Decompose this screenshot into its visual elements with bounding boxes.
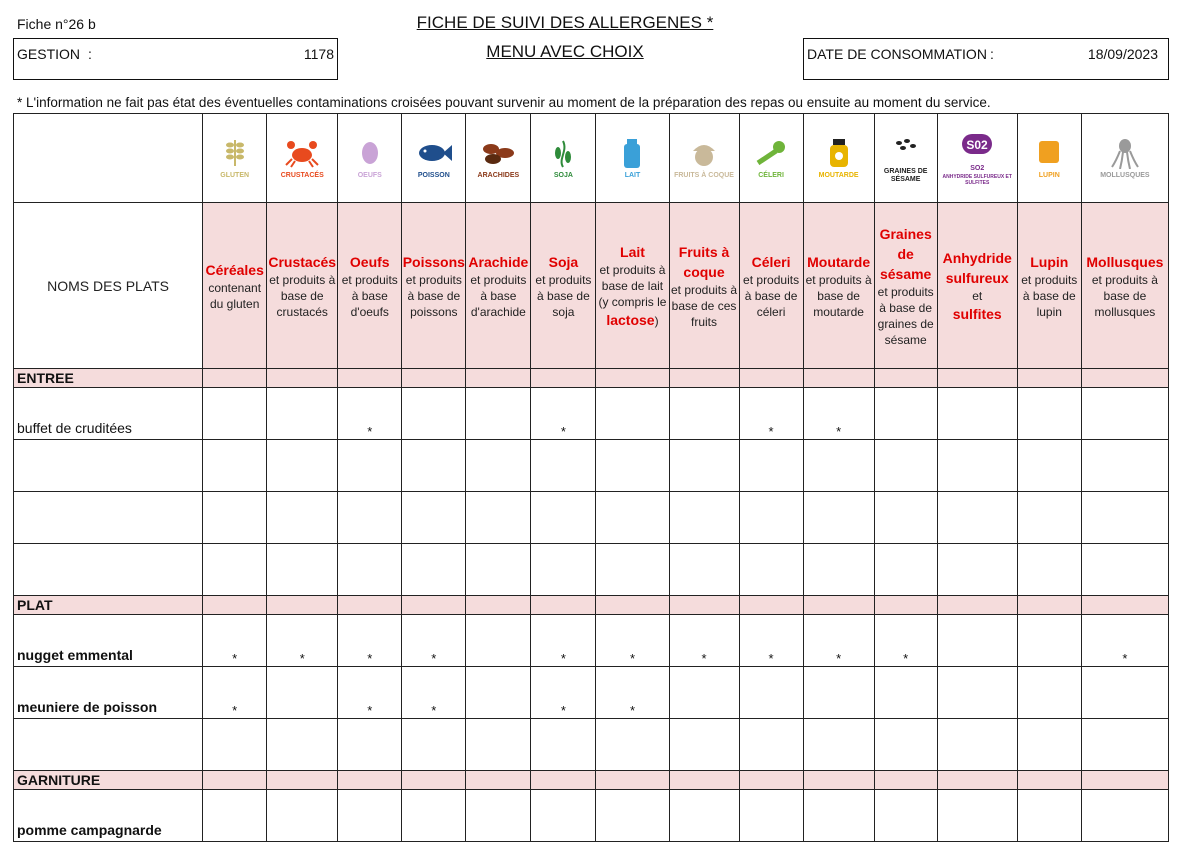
allergen-description: et produits à base de lait (y compris le	[598, 262, 667, 309]
section-cell	[1081, 369, 1168, 388]
allergen-header	[739, 203, 803, 369]
dish-name	[14, 719, 203, 771]
allergen-mark	[803, 544, 874, 596]
allergen-mark	[937, 440, 1017, 492]
allergen-description: et produits à base de poissons	[405, 272, 462, 319]
allergen-mark	[267, 719, 338, 771]
allergen-mark	[739, 790, 803, 842]
allergen-mark	[402, 440, 466, 492]
date-label: DATE DE CONSOMMATION	[807, 46, 987, 62]
allergen-name: Fruits à coque	[678, 243, 730, 280]
nut-icon	[670, 137, 739, 169]
allergen-mark: *	[338, 667, 402, 719]
allergen-name: Céleri	[751, 253, 791, 270]
allergen-icon-label: ARACHIDES	[477, 171, 520, 179]
allergen-mark: *	[402, 667, 466, 719]
allergen-mark	[531, 492, 596, 544]
allergen-mark	[402, 719, 466, 771]
allergen-header-row	[14, 203, 1169, 369]
allergen-mark	[596, 440, 669, 492]
allergen-mark	[402, 388, 466, 440]
sulphite-icon	[938, 130, 1017, 162]
allergen-mark	[1081, 492, 1168, 544]
allergen-header	[874, 203, 937, 369]
allergen-header	[338, 203, 402, 369]
allergen-description: et produits à base de soja	[535, 272, 592, 319]
allergen-mark	[203, 440, 267, 492]
allergen-mark	[267, 440, 338, 492]
allergen-mark	[1081, 388, 1168, 440]
allergen-icon-label: CRUSTACÉS	[280, 171, 324, 179]
section-cell	[402, 369, 466, 388]
document-title: FICHE DE SUIVI DES ALLERGENES *	[416, 13, 714, 32]
allergen-table	[13, 113, 1169, 842]
allergen-mark: *	[338, 388, 402, 440]
dish-row	[14, 790, 1169, 842]
allergen-mark	[466, 719, 531, 771]
allergen-mark	[596, 492, 669, 544]
section-cell	[937, 771, 1017, 790]
allergen-mark: *	[596, 667, 669, 719]
section-cell	[739, 369, 803, 388]
allergen-mark	[739, 719, 803, 771]
allergen-description: contenant du gluten	[208, 280, 262, 311]
allergen-mark	[874, 492, 937, 544]
allergen-icon-cell	[1017, 114, 1081, 203]
section-cell	[338, 596, 402, 615]
allergen-icon-cell	[874, 114, 937, 203]
allergen-icon-cell	[739, 114, 803, 203]
allergen-header	[203, 203, 267, 369]
allergen-extra: sulfites	[952, 305, 1002, 322]
allergen-mark	[874, 790, 937, 842]
section-cell	[531, 771, 596, 790]
allergen-mark	[739, 440, 803, 492]
allergen-description: et	[972, 288, 983, 303]
allergen-mark	[203, 790, 267, 842]
allergen-mark: *	[874, 615, 937, 667]
allergen-header	[596, 203, 669, 369]
dish-row	[14, 492, 1169, 544]
allergen-mark	[338, 440, 402, 492]
celery-icon	[740, 137, 803, 169]
allergen-mark	[1017, 544, 1081, 596]
allergen-mark: *	[531, 388, 596, 440]
allergen-icon-cell	[937, 114, 1017, 203]
allergen-name: Moutarde	[807, 253, 871, 270]
section-cell	[402, 771, 466, 790]
section-cell	[874, 596, 937, 615]
section-cell	[596, 596, 669, 615]
dish-row	[14, 388, 1169, 440]
allergen-name: Poissons	[402, 253, 465, 270]
gestion-box	[13, 38, 338, 80]
allergen-mark: *	[203, 667, 267, 719]
allergen-mark: *	[739, 615, 803, 667]
allergen-description: et produits à base de mollusques	[1091, 272, 1158, 319]
dish-name	[14, 544, 203, 596]
dish-row	[14, 615, 1169, 667]
allergen-mark	[1017, 719, 1081, 771]
document-subtitle: MENU AVEC CHOIX	[486, 42, 644, 61]
lupin-icon	[1018, 137, 1081, 169]
dish-name	[14, 440, 203, 492]
allergen-mark: *	[531, 667, 596, 719]
squid-icon	[1082, 137, 1168, 169]
allergen-mark	[874, 388, 937, 440]
allergen-mark	[874, 667, 937, 719]
dish-name: pomme campagnarde	[14, 790, 203, 842]
allergen-description: et produits à base de moutarde	[805, 272, 872, 319]
dish-row	[14, 719, 1169, 771]
allergen-icon-cell	[466, 114, 531, 203]
allergen-mark: *	[531, 615, 596, 667]
icon-row-blank	[14, 114, 203, 203]
allergen-header	[937, 203, 1017, 369]
allergen-icon-cell	[596, 114, 669, 203]
allergen-mark	[937, 544, 1017, 596]
allergen-header	[669, 203, 739, 369]
allergen-name: Soja	[548, 253, 579, 270]
allergen-mark	[1081, 667, 1168, 719]
section-cell	[669, 369, 739, 388]
section-cell	[596, 369, 669, 388]
allergen-icon-cell	[803, 114, 874, 203]
mustard-jar-icon	[804, 137, 874, 169]
allergen-name: Lait	[620, 243, 645, 260]
allergen-mark	[466, 615, 531, 667]
allergen-icon-label: OEUFS	[357, 171, 382, 179]
section-cell	[669, 771, 739, 790]
allergen-mark	[267, 790, 338, 842]
allergen-name: Crustacés	[268, 253, 337, 270]
fish-icon	[402, 137, 465, 169]
allergen-mark	[1081, 440, 1168, 492]
date-value: 18/09/2023	[1087, 46, 1158, 62]
gestion-separator: :	[88, 46, 92, 62]
section-cell	[402, 596, 466, 615]
section-cell	[1081, 596, 1168, 615]
allergen-mark	[338, 790, 402, 842]
allergen-header	[402, 203, 466, 369]
allergen-mark	[338, 492, 402, 544]
section-cell	[803, 369, 874, 388]
allergen-icon-label: LUPIN	[1038, 171, 1060, 179]
section-cell	[596, 771, 669, 790]
section-cell	[531, 596, 596, 615]
section-cell	[803, 771, 874, 790]
allergen-mark	[1017, 667, 1081, 719]
section-cell	[267, 771, 338, 790]
allergen-mark	[874, 440, 937, 492]
section-cell	[338, 369, 402, 388]
dish-row	[14, 440, 1169, 492]
section-cell	[874, 369, 937, 388]
allergen-mark: *	[1081, 615, 1168, 667]
allergen-mark: *	[402, 615, 466, 667]
allergen-mark	[739, 544, 803, 596]
document-reference: Fiche n°26 b	[17, 16, 96, 32]
allergen-name: Oeufs	[349, 253, 390, 270]
section-cell	[1081, 771, 1168, 790]
allergen-mark	[1017, 440, 1081, 492]
allergen-mark	[596, 790, 669, 842]
allergen-mark	[803, 719, 874, 771]
dish-name: nugget emmental	[14, 615, 203, 667]
allergen-mark	[669, 790, 739, 842]
allergen-mark	[531, 544, 596, 596]
dish-name: meuniere de poisson	[14, 667, 203, 719]
allergen-mark	[466, 790, 531, 842]
section-header-row	[14, 369, 1169, 388]
date-separator: :	[990, 46, 994, 62]
allergen-mark: *	[338, 615, 402, 667]
allergen-name: Anhydride sulfureux	[942, 249, 1012, 286]
section-cell	[874, 771, 937, 790]
section-label: PLAT	[14, 596, 203, 615]
allergen-mark	[937, 388, 1017, 440]
allergen-mark	[596, 388, 669, 440]
section-cell	[267, 369, 338, 388]
allergen-mark: *	[669, 615, 739, 667]
dish-name: buffet de cruditées	[14, 388, 203, 440]
section-cell	[203, 369, 267, 388]
allergen-description: et produits à base de céleri	[743, 272, 800, 319]
allergen-mark	[531, 790, 596, 842]
allergen-mark	[1017, 615, 1081, 667]
allergen-mark	[466, 492, 531, 544]
peanut-icon	[466, 137, 530, 169]
allergen-name: Lupin	[1030, 253, 1069, 270]
noms-des-plats-header: NOMS DES PLATS	[14, 203, 203, 369]
section-cell	[937, 369, 1017, 388]
date-box	[803, 38, 1169, 80]
allergen-icon-cell	[338, 114, 402, 203]
section-cell	[739, 596, 803, 615]
allergen-extra: lactose	[606, 311, 655, 328]
sesame-icon	[875, 133, 937, 165]
allergen-mark	[466, 440, 531, 492]
allergen-mark	[466, 667, 531, 719]
section-cell	[1017, 771, 1081, 790]
allergen-extra-tail: )	[654, 313, 659, 328]
allergen-mark	[1081, 719, 1168, 771]
allergen-mark	[937, 667, 1017, 719]
allergen-icon-label: SOJA	[553, 171, 573, 179]
section-label: GARNITURE	[14, 771, 203, 790]
allergen-description: et produits à base de crustacés	[269, 272, 336, 319]
allergen-mark	[267, 492, 338, 544]
allergen-icon-label: POISSON	[417, 171, 450, 179]
allergen-mark	[669, 388, 739, 440]
allergen-mark	[203, 544, 267, 596]
crab-icon	[267, 137, 337, 169]
allergen-mark	[739, 667, 803, 719]
allergen-mark: *	[596, 615, 669, 667]
allergen-icon-cell	[1081, 114, 1168, 203]
section-cell	[739, 771, 803, 790]
allergen-icon-label: MOLLUSQUES	[1100, 171, 1150, 179]
icon-row	[14, 114, 1169, 203]
section-header-row	[14, 771, 1169, 790]
allergen-icon-label: GRAINES DE SÉSAME	[883, 167, 928, 183]
allergen-mark	[338, 544, 402, 596]
dish-row	[14, 544, 1169, 596]
allergen-icon-label: LAIT	[624, 171, 641, 179]
allergen-name: Mollusques	[1086, 253, 1164, 270]
section-cell	[531, 369, 596, 388]
allergen-mark: *	[739, 388, 803, 440]
allergen-mark	[937, 492, 1017, 544]
allergen-header	[267, 203, 338, 369]
section-cell	[203, 771, 267, 790]
allergen-mark	[739, 492, 803, 544]
gestion-value: 1178	[303, 46, 334, 62]
section-cell	[1017, 596, 1081, 615]
allergen-mark	[1081, 790, 1168, 842]
allergen-mark	[596, 719, 669, 771]
section-cell	[466, 369, 531, 388]
section-cell	[203, 596, 267, 615]
allergen-mark	[937, 615, 1017, 667]
allergen-icon-label: FRUITS À COQUE	[674, 171, 734, 179]
allergen-header	[1081, 203, 1168, 369]
allergen-icon-cell	[531, 114, 596, 203]
allergen-mark	[669, 719, 739, 771]
section-cell	[669, 596, 739, 615]
allergen-description: et produits à base de lupin	[1021, 272, 1078, 319]
allergen-mark	[466, 544, 531, 596]
allergen-mark	[874, 719, 937, 771]
section-cell	[466, 771, 531, 790]
dish-row	[14, 667, 1169, 719]
allergen-mark	[466, 388, 531, 440]
allergen-name: Arachide	[468, 253, 529, 270]
allergen-mark	[402, 790, 466, 842]
allergen-mark: *	[803, 388, 874, 440]
allergen-icon-cell	[267, 114, 338, 203]
milk-bottle-icon	[596, 137, 668, 169]
allergen-header	[466, 203, 531, 369]
allergen-icon-label: MOUTARDE	[818, 171, 859, 179]
allergen-mark	[669, 492, 739, 544]
allergen-mark	[874, 544, 937, 596]
allergen-mark: *	[267, 615, 338, 667]
allergen-mark: *	[203, 615, 267, 667]
wheat-icon	[203, 137, 266, 169]
allergen-mark	[803, 790, 874, 842]
allergen-mark	[267, 388, 338, 440]
allergen-header	[803, 203, 874, 369]
allergen-mark	[803, 492, 874, 544]
section-cell	[937, 596, 1017, 615]
allergen-mark	[531, 719, 596, 771]
allergen-mark	[267, 544, 338, 596]
dish-name	[14, 492, 203, 544]
allergen-icon-sublabel: ANHYDRIDE SULFUREUX ET SULFITES	[942, 174, 1012, 186]
svg-text:S02: S02	[966, 138, 988, 152]
section-cell	[338, 771, 402, 790]
section-header-row	[14, 596, 1169, 615]
allergen-mark	[803, 667, 874, 719]
section-cell	[466, 596, 531, 615]
allergen-icon-cell	[669, 114, 739, 203]
allergen-mark: *	[803, 615, 874, 667]
allergen-mark	[203, 719, 267, 771]
allergen-mark	[803, 440, 874, 492]
allergen-mark	[669, 667, 739, 719]
allergen-mark	[531, 440, 596, 492]
allergen-mark	[596, 544, 669, 596]
allergen-icon-label: GLUTEN	[220, 171, 250, 179]
allergen-mark	[203, 388, 267, 440]
allergen-mark	[1017, 388, 1081, 440]
allergen-icon-label: CÉLERI	[758, 171, 784, 179]
section-cell	[1017, 369, 1081, 388]
allergen-description: et produits à base d'oeufs	[341, 272, 398, 319]
allergen-mark	[669, 544, 739, 596]
allergen-mark	[669, 440, 739, 492]
allergen-name: Graines de sésame	[879, 225, 932, 282]
allergen-mark	[402, 492, 466, 544]
allergen-mark	[267, 667, 338, 719]
egg-icon	[338, 137, 401, 169]
allergen-mark	[402, 544, 466, 596]
allergen-mark	[937, 790, 1017, 842]
allergen-icon-label: SO2	[970, 165, 985, 172]
allergen-icon-cell	[203, 114, 267, 203]
disclaimer-note: * L'information ne fait pas état des éventuelles contaminations croisées pouvant survenir au moment de la préparation des repas ou ensuite au moment du service.	[17, 95, 991, 110]
section-label: ENTREE	[14, 369, 203, 388]
allergen-mark	[338, 719, 402, 771]
allergen-description: et produits à base de ces fruits	[671, 282, 738, 329]
allergen-name: Céréales	[205, 261, 264, 278]
allergen-header	[1017, 203, 1081, 369]
allergen-mark	[1081, 544, 1168, 596]
allergen-mark	[203, 492, 267, 544]
allergen-description: et produits à base de graines de sésame	[877, 284, 934, 347]
section-cell	[267, 596, 338, 615]
gestion-label: GESTION	[17, 46, 81, 62]
allergen-mark	[937, 719, 1017, 771]
allergen-header	[531, 203, 596, 369]
allergen-mark	[1017, 492, 1081, 544]
soy-icon	[531, 137, 595, 169]
allergen-icon-cell	[402, 114, 466, 203]
section-cell	[803, 596, 874, 615]
allergen-description: et produits à base d'arachide	[470, 272, 527, 319]
allergen-mark	[1017, 790, 1081, 842]
